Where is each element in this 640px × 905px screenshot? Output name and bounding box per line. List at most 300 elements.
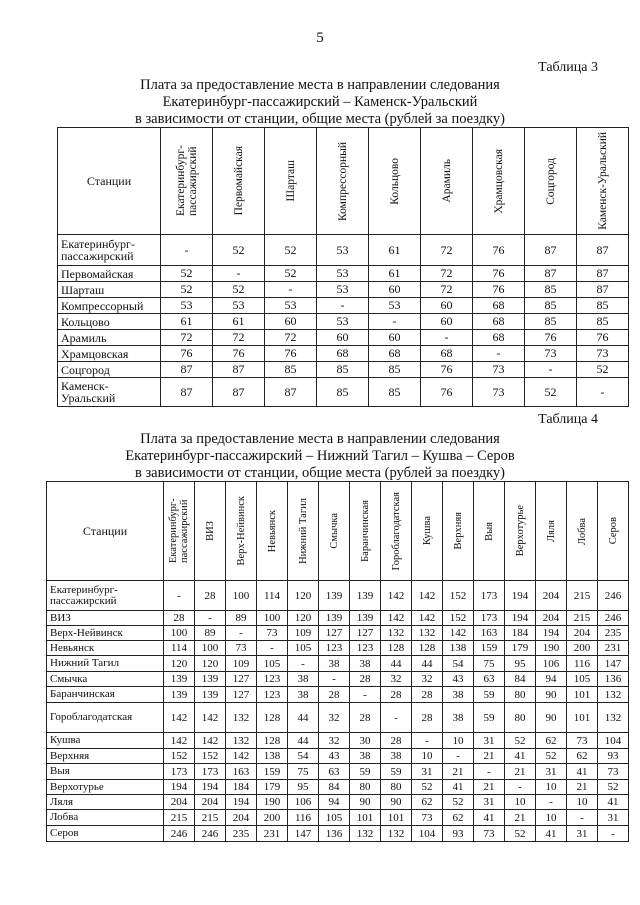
column-header-label: Нижний Тагил (297, 498, 309, 564)
table4-title-line: Екатеринбург-пассажирский – Нижний Тагил – Кушва – Серов (125, 448, 515, 464)
column-header-wrap (536, 483, 566, 580)
fare-cell: 231 (598, 641, 629, 656)
fare-cell: 142 (443, 626, 474, 641)
column-header-label: ВИЗ (204, 521, 216, 541)
fare-cell: 85 (369, 362, 421, 378)
column-header-wrap (164, 483, 194, 580)
table4-column-header (319, 482, 350, 581)
fare-cell: - (161, 235, 213, 266)
fare-cell: 204 (567, 626, 598, 641)
table3-column-header (213, 128, 265, 235)
column-header-wrap (412, 483, 442, 580)
fare-cell: 100 (257, 611, 288, 626)
fare-cell: 38 (443, 703, 474, 733)
table3-header-stations: Станции (58, 128, 161, 235)
fare-cell: 90 (381, 795, 412, 810)
fare-cell: 54 (443, 656, 474, 672)
fare-cell: 54 (288, 749, 319, 764)
column-header-wrap (369, 129, 420, 234)
fare-cell: 73 (412, 810, 443, 826)
table4-title-line: в зависимости от станции, общие места (рублей за поездку) (134, 465, 506, 481)
table3-column-header (577, 128, 629, 235)
fare-cell: 10 (567, 795, 598, 810)
fare-cell: 32 (412, 672, 443, 687)
station-name: Верхняя (47, 749, 164, 764)
fare-cell: 142 (226, 749, 257, 764)
fare-cell: 128 (381, 641, 412, 656)
table-row (47, 672, 629, 687)
column-header-label: Лобва (576, 517, 588, 545)
fare-cell: 101 (350, 810, 381, 826)
fare-cell: 95 (288, 780, 319, 795)
column-header-label: Шарташ (284, 160, 297, 202)
fare-cell: 106 (288, 795, 319, 810)
table-row (47, 826, 629, 842)
fare-cell: 93 (443, 826, 474, 842)
fare-cell: 80 (350, 780, 381, 795)
fare-cell: - (317, 298, 369, 314)
fare-cell: - (567, 810, 598, 826)
fare-cell: 52 (525, 378, 577, 407)
column-header-wrap (213, 129, 264, 234)
fare-cell: 76 (213, 346, 265, 362)
station-name: Екатеринбург-пассажирский (47, 581, 164, 611)
column-header-label: Каменск-Уральский (596, 132, 609, 230)
fare-cell: 85 (369, 378, 421, 407)
fare-cell: 75 (474, 656, 505, 672)
fare-cell: 142 (164, 733, 195, 749)
table4 (46, 481, 629, 842)
table3-column-header (369, 128, 421, 235)
fare-cell: 28 (412, 703, 443, 733)
fare-cell: 73 (257, 626, 288, 641)
fare-cell: 44 (412, 656, 443, 672)
table3-column-header (161, 128, 213, 235)
fare-cell: - (319, 672, 350, 687)
fare-cell: - (288, 656, 319, 672)
fare-cell: 104 (598, 733, 629, 749)
fare-cell: 52 (412, 780, 443, 795)
fare-cell: 139 (350, 581, 381, 611)
column-header-label: Верхотурье (514, 505, 526, 557)
column-header-wrap (598, 483, 628, 580)
fare-cell: 72 (213, 330, 265, 346)
table4-column-header (288, 482, 319, 581)
table-row (47, 611, 629, 626)
column-header-label: Баранчинская (359, 500, 371, 562)
table-row (58, 282, 629, 298)
fare-cell: 31 (536, 764, 567, 780)
fare-cell: 101 (567, 703, 598, 733)
fare-cell: 184 (226, 780, 257, 795)
table4-column-header (567, 482, 598, 581)
fare-cell: 139 (319, 581, 350, 611)
fare-cell: 53 (317, 282, 369, 298)
table-row (58, 362, 629, 378)
fare-cell: 85 (525, 298, 577, 314)
fare-cell: 132 (412, 626, 443, 641)
fare-cell: 105 (319, 810, 350, 826)
table3 (57, 127, 629, 407)
fare-cell: 105 (257, 656, 288, 672)
station-name: Первомайская (58, 266, 161, 282)
fare-cell: 142 (381, 581, 412, 611)
fare-cell: 73 (473, 378, 525, 407)
fare-cell: - (164, 581, 195, 611)
station-name: Екатеринбург-пассажирский (58, 235, 161, 266)
fare-cell: 72 (421, 235, 473, 266)
fare-cell: 152 (443, 581, 474, 611)
fare-cell: 90 (350, 795, 381, 810)
station-name: Смычка (47, 672, 164, 687)
fare-cell: 94 (536, 672, 567, 687)
column-header-wrap (317, 129, 368, 234)
fare-cell: 173 (474, 581, 505, 611)
table3-column-header (473, 128, 525, 235)
fare-cell: 147 (288, 826, 319, 842)
station-name: Компрессорный (58, 298, 161, 314)
fare-cell: 32 (381, 672, 412, 687)
fare-cell: 215 (164, 810, 195, 826)
fare-cell: 139 (195, 672, 226, 687)
column-header-label: Верх-Нейвинск (235, 496, 247, 566)
fare-cell: 173 (164, 764, 195, 780)
fare-cell: 132 (226, 703, 257, 733)
fare-cell: 87 (525, 266, 577, 282)
fare-cell: 127 (226, 687, 257, 703)
fare-cell: 76 (473, 282, 525, 298)
fare-cell: 194 (164, 780, 195, 795)
fare-cell: 76 (421, 362, 473, 378)
table-row (47, 641, 629, 656)
fare-cell: - (265, 282, 317, 298)
fare-cell: 194 (505, 611, 536, 626)
fare-cell: 21 (443, 764, 474, 780)
fare-cell: 60 (317, 330, 369, 346)
table4-caption: Таблица 4 (538, 412, 598, 427)
fare-cell: 235 (226, 826, 257, 842)
fare-cell: 246 (164, 826, 195, 842)
column-header-wrap (473, 129, 524, 234)
fare-cell: 73 (567, 733, 598, 749)
fare-cell: 52 (265, 235, 317, 266)
fare-cell: 32 (319, 703, 350, 733)
fare-cell: 44 (381, 656, 412, 672)
fare-cell: 132 (350, 826, 381, 842)
table-row (47, 780, 629, 795)
fare-cell: 139 (350, 611, 381, 626)
fare-cell: 100 (226, 581, 257, 611)
fare-cell: 90 (536, 703, 567, 733)
fare-cell: - (536, 795, 567, 810)
fare-cell: 63 (319, 764, 350, 780)
fare-cell: 63 (474, 672, 505, 687)
fare-cell: 21 (505, 810, 536, 826)
fare-cell: - (381, 703, 412, 733)
fare-cell: - (226, 626, 257, 641)
fare-cell: 73 (577, 346, 629, 362)
fare-cell: 61 (369, 235, 421, 266)
fare-cell: 89 (195, 626, 226, 641)
fare-cell: - (412, 733, 443, 749)
station-name: Гороблагодатская (47, 703, 164, 733)
column-header-wrap (443, 483, 473, 580)
fare-cell: 62 (412, 795, 443, 810)
fare-cell: 85 (525, 314, 577, 330)
column-header-wrap (421, 129, 472, 234)
station-name: Арамиль (58, 330, 161, 346)
table4-column-header (474, 482, 505, 581)
fare-cell: 31 (412, 764, 443, 780)
fare-cell: - (474, 764, 505, 780)
fare-cell: 52 (536, 749, 567, 764)
table-row (47, 687, 629, 703)
fare-cell: 246 (195, 826, 226, 842)
fare-cell: 101 (567, 687, 598, 703)
fare-cell: 10 (443, 733, 474, 749)
fare-cell: 246 (598, 581, 629, 611)
fare-cell: 52 (213, 235, 265, 266)
fare-cell: 231 (257, 826, 288, 842)
fare-cell: 190 (257, 795, 288, 810)
column-header-wrap (226, 483, 256, 580)
fare-cell: 60 (421, 314, 473, 330)
fare-cell: 139 (164, 672, 195, 687)
fare-cell: 114 (257, 581, 288, 611)
fare-cell: 60 (369, 330, 421, 346)
fare-cell: 194 (195, 780, 226, 795)
table-row (58, 346, 629, 362)
fare-cell: 215 (195, 810, 226, 826)
fare-cell: 190 (536, 641, 567, 656)
station-name: Серов (47, 826, 164, 842)
station-name: Верх-Нейвинск (47, 626, 164, 641)
fare-cell: 28 (195, 581, 226, 611)
fare-cell: 142 (195, 703, 226, 733)
fare-cell: 93 (598, 749, 629, 764)
column-header-label: Первомайская (232, 146, 245, 216)
fare-cell: 38 (350, 749, 381, 764)
column-header-wrap (567, 483, 597, 580)
table-row (47, 795, 629, 810)
fare-cell: 68 (317, 346, 369, 362)
fare-cell: 73 (525, 346, 577, 362)
fare-cell: 21 (474, 749, 505, 764)
station-name: Верхотурье (47, 780, 164, 795)
station-name: Выя (47, 764, 164, 780)
fare-cell: 72 (421, 282, 473, 298)
table-row (47, 810, 629, 826)
fare-cell: 120 (288, 581, 319, 611)
fare-cell: 152 (195, 749, 226, 764)
fare-cell: 73 (474, 826, 505, 842)
fare-cell: 72 (161, 330, 213, 346)
fare-cell: 104 (412, 826, 443, 842)
fare-cell: 142 (412, 581, 443, 611)
fare-cell: 139 (319, 611, 350, 626)
fare-cell: 87 (577, 235, 629, 266)
fare-cell: 44 (288, 703, 319, 733)
fare-cell: 73 (473, 362, 525, 378)
fare-cell: 32 (319, 733, 350, 749)
fare-cell: 73 (226, 641, 257, 656)
fare-cell: 132 (226, 733, 257, 749)
column-header-wrap (195, 483, 225, 580)
fare-cell: 61 (161, 314, 213, 330)
station-name: Невьянск (47, 641, 164, 656)
fare-cell: 116 (567, 656, 598, 672)
column-header-wrap (350, 483, 380, 580)
table4-title-line: Плата за предоставление места в направлении следования (140, 431, 500, 447)
column-header-label: Кольцово (388, 157, 401, 205)
fare-cell: 59 (474, 703, 505, 733)
fare-cell: 128 (257, 733, 288, 749)
station-name: Ляля (47, 795, 164, 810)
table4-column-header (598, 482, 629, 581)
column-header-wrap (505, 483, 535, 580)
fare-cell: 80 (505, 687, 536, 703)
column-header-label: Серов (607, 517, 619, 545)
fare-cell: 120 (288, 611, 319, 626)
table4-column-header (536, 482, 567, 581)
table-row (47, 626, 629, 641)
fare-cell: - (350, 687, 381, 703)
fare-cell: - (525, 362, 577, 378)
fare-cell: 84 (319, 780, 350, 795)
fare-cell: 109 (226, 656, 257, 672)
fare-cell: 85 (317, 362, 369, 378)
table-row (58, 378, 629, 407)
fare-cell: 142 (195, 733, 226, 749)
fare-cell: - (598, 826, 629, 842)
station-name: Нижний Тагил (47, 656, 164, 672)
column-header-label: Храмцовская (492, 148, 505, 214)
table3-title-line: в зависимости от станции, общие места (рублей за поездку) (134, 111, 506, 127)
fare-cell: 28 (164, 611, 195, 626)
fare-cell: 28 (350, 703, 381, 733)
fare-cell: 21 (474, 780, 505, 795)
fare-cell: 60 (369, 282, 421, 298)
fare-cell: 95 (505, 656, 536, 672)
table4-column-header (505, 482, 536, 581)
table3-column-header (421, 128, 473, 235)
fare-cell: 43 (443, 672, 474, 687)
fare-cell: 38 (350, 656, 381, 672)
fare-cell: 41 (474, 810, 505, 826)
fare-cell: 41 (598, 795, 629, 810)
fare-cell: 87 (213, 362, 265, 378)
column-header-wrap (381, 483, 411, 580)
table4-column-header (412, 482, 443, 581)
fare-cell: 52 (213, 282, 265, 298)
fare-cell: 80 (381, 780, 412, 795)
fare-cell: 85 (525, 282, 577, 298)
column-header-label: Выя (483, 521, 495, 541)
fare-cell: 179 (257, 780, 288, 795)
fare-cell: 85 (317, 378, 369, 407)
fare-cell: 53 (369, 298, 421, 314)
fare-cell: 73 (598, 764, 629, 780)
fare-cell: 246 (598, 611, 629, 626)
fare-cell: 53 (317, 266, 369, 282)
table3-title (0, 77, 640, 128)
fare-cell: 41 (536, 826, 567, 842)
station-name: Кольцово (58, 314, 161, 330)
fare-cell: 41 (567, 764, 598, 780)
table4-column-header (381, 482, 412, 581)
fare-cell: 38 (288, 687, 319, 703)
table3-column-header (265, 128, 317, 235)
station-name: Баранчинская (47, 687, 164, 703)
fare-cell: 204 (164, 795, 195, 810)
column-header-label: Невьянск (266, 509, 278, 553)
fare-cell: 52 (505, 826, 536, 842)
fare-cell: 30 (350, 733, 381, 749)
fare-cell: 31 (474, 795, 505, 810)
column-header-wrap (525, 129, 576, 234)
fare-cell: 159 (257, 764, 288, 780)
column-header-label: Екатеринбург-пассажирский (168, 498, 190, 564)
column-header-wrap (265, 129, 316, 234)
fare-cell: 68 (421, 346, 473, 362)
fare-cell: 28 (381, 687, 412, 703)
table-row (58, 235, 629, 266)
fare-cell: 215 (567, 581, 598, 611)
table-row (47, 764, 629, 780)
table4-header-stations: Станции (47, 482, 164, 581)
fare-cell: 132 (381, 626, 412, 641)
fare-cell: 120 (164, 656, 195, 672)
fare-cell: 85 (577, 314, 629, 330)
table-row (58, 266, 629, 282)
fare-cell: 61 (213, 314, 265, 330)
fare-cell: 53 (317, 235, 369, 266)
fare-cell: 59 (350, 764, 381, 780)
table-row (47, 749, 629, 764)
fare-cell: 123 (319, 641, 350, 656)
fare-cell: - (213, 266, 265, 282)
fare-cell: - (421, 330, 473, 346)
column-header-label: Гороблагодатская (390, 491, 402, 571)
fare-cell: 52 (161, 282, 213, 298)
fare-cell: 235 (598, 626, 629, 641)
fare-cell: 52 (443, 795, 474, 810)
fare-cell: 204 (195, 795, 226, 810)
fare-cell: 123 (257, 672, 288, 687)
column-header-wrap (474, 483, 504, 580)
fare-cell: 120 (195, 656, 226, 672)
fare-cell: 147 (598, 656, 629, 672)
fare-cell: 127 (226, 672, 257, 687)
fare-cell: 52 (598, 780, 629, 795)
fare-cell: 87 (577, 282, 629, 298)
fare-cell: - (505, 780, 536, 795)
fare-cell: 52 (577, 362, 629, 378)
fare-cell: 31 (567, 826, 598, 842)
fare-cell: 200 (567, 641, 598, 656)
fare-cell: 68 (473, 330, 525, 346)
fare-cell: 87 (161, 362, 213, 378)
fare-cell: 76 (265, 346, 317, 362)
fare-cell: 142 (164, 703, 195, 733)
table4-column-header (257, 482, 288, 581)
table-row (58, 330, 629, 346)
station-name: Кушва (47, 733, 164, 749)
fare-cell: 200 (257, 810, 288, 826)
fare-cell: 204 (536, 611, 567, 626)
fare-cell: 87 (577, 266, 629, 282)
fare-cell: 128 (257, 703, 288, 733)
